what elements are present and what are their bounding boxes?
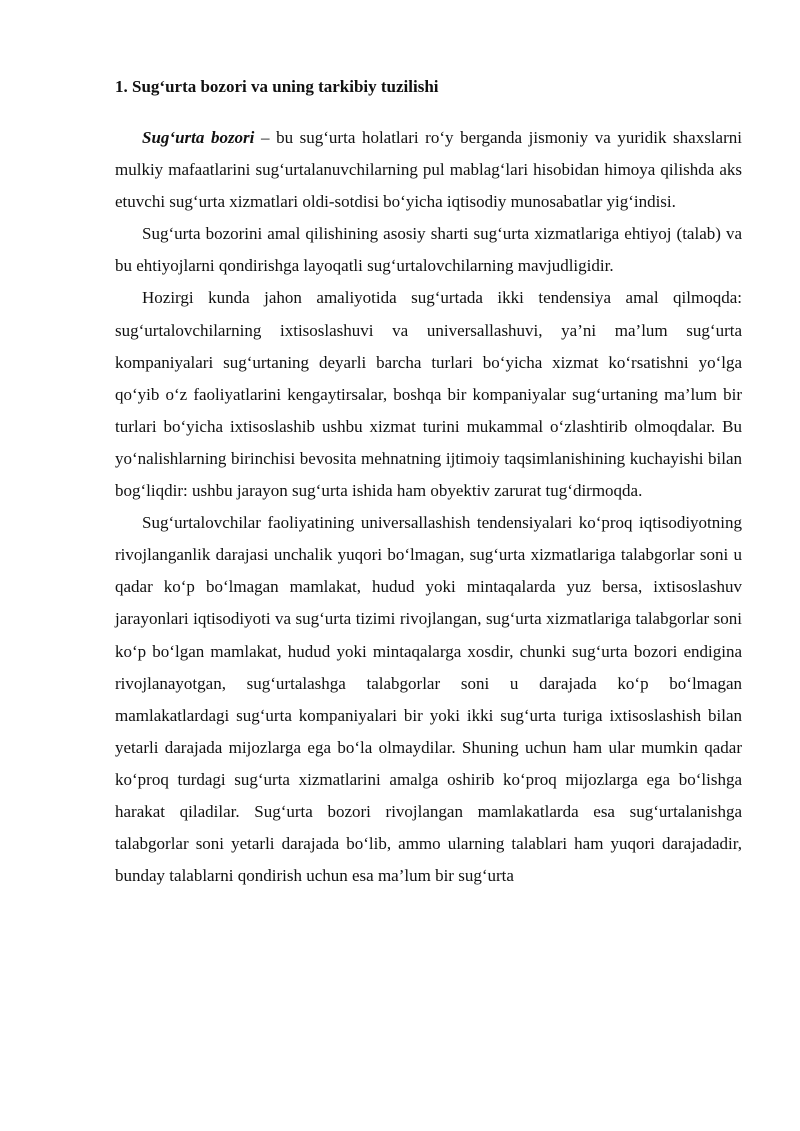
section-heading: 1. Sug‘urta bozori va uning tarkibiy tuzilishi bbox=[115, 77, 439, 96]
paragraph-universalization: Sug‘urtalovchilar faoliyatining universallashish tendensiyalari ko‘proq iqtisodiyotning rivojlanganlik darajasi unchalik yuqori bo‘lmagan, sug‘urta xizmatlariga talabgorlar soni u qadar ko‘p bo‘lmagan mamlakat, hudud yoki mintaqalarda yuz bersa, ixtisoslashuv jarayonlari iqtisodiyoti va sug‘urta tizimi rivojlangan, sug‘urta xizmatlariga talabgorlar soni ko‘p bo‘lgan mamlakat, hudud yoki mintaqalarga xosdir, chunki sug‘urta bozori endigina rivojlanayotgan, sug‘urtalashga talabgorlar soni u darajada ko‘p bo‘lmagan mamlakatlardagi sug‘urta kompaniyalari bir yoki ikki sug‘urta turiga ixtisoslashish bilan yetarli darajada mijozlarga ega bo‘la olmaydilar. Shuning uchun ham ular mumkin qadar ko‘proq turdagi sug‘urta xizmatlarini amalga oshirib ko‘proq mijozlarga ega bo‘lishga harakat qiladilar. Sug‘urta bozori rivojlangan mamlakatlarda esa sug‘urtalanishga talabgorlar soni yetarli darajada bo‘lib, ammo ularning talablari ham yuqori darajadadir, bunday talablarni qondirish uchun esa ma’lum bir sug‘urta bbox=[115, 513, 742, 886]
paragraph-tendencies: Hozirgi kunda jahon amaliyotida sug‘urtada ikki tendensiya amal qilmoqda: sug‘urtalovchilarning ixtisoslashuvi va universallashuvi, ya’ni ma’lum sug‘urta kompaniyalari sug‘urtaning deyarli barcha turlari bo‘yicha xizmat ko‘rsatishni yo‘lga qo‘yib o‘z faoliyatlarini kengaytirsalar, boshqa bir kompaniyalar sug‘urtaning ma’lum bir turlari bo‘yicha ixtisoslashib ushbu xizmat turini mukammal o‘zlashtirib olmoqdalar. Bu yo‘nalishlarning birinchisi bevosita mehnatning ijtimoiy taqsimlanishining kuchayishi bilan bog‘liqdir: ushbu jarayon sug‘urta ishida ham obyektiv zarurat tug‘dirmoqda. bbox=[115, 288, 742, 501]
paragraph-definition bbox=[115, 122, 742, 218]
definition-text: – bu sug‘urta holatlari ro‘y berganda jismoniy va yuridik shaxslarni mulkiy mafaatlarini sug‘urtalanuvchilarning pul mablag‘lari hisobidan himoya qilishda aks etuvchi sug‘urta xizmatlari oldi-sotdisi bo‘yicha iqtisodiy munosabatlar yig‘indisi. bbox=[115, 128, 742, 212]
paragraph-condition: Sug‘urta bozorini amal qilishining asosiy sharti sug‘urta xizmatlariga ehtiyoj (talab) va bu ehtiyojlarni qondirishga layoqatli sug‘urtalovchilarning mavjudligidir. bbox=[115, 224, 742, 276]
defined-term: Sug‘urta bozori bbox=[142, 128, 255, 147]
document-page bbox=[115, 74, 742, 892]
